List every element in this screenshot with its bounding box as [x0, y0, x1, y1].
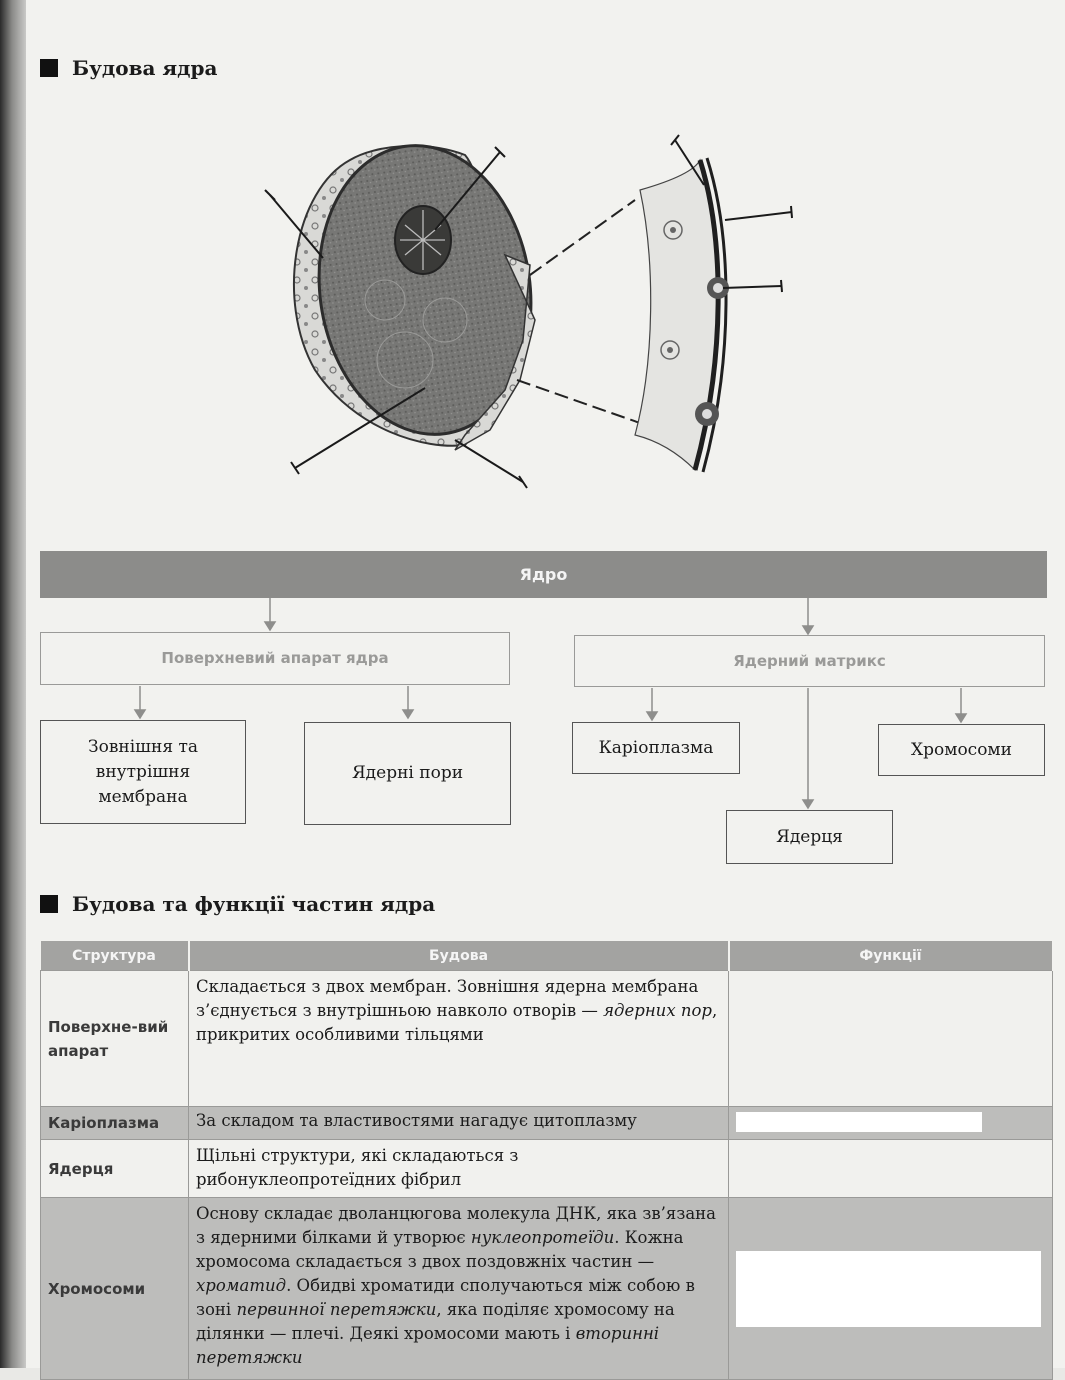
row-functions-blank	[729, 1107, 1053, 1140]
column-header-functions: Функції	[729, 941, 1053, 971]
row-name-nucleoli: Ядерця	[41, 1140, 189, 1198]
table-row	[41, 1198, 1053, 1380]
column-header-structure: Структура	[41, 941, 189, 971]
text-run: , прикритих особливими тільцями	[196, 1001, 718, 1044]
karyoplasm-box: Каріоплазма	[572, 722, 740, 774]
text-run: , яка поділяє хромосому на ділянки — плечі. Деякі хромосоми мають і	[196, 1300, 675, 1343]
row-functions-blank	[729, 1198, 1053, 1380]
nuclear-matrix-box: Ядерний матрикс	[574, 635, 1045, 687]
text-run: Основу складає дволанцюгова молекула ДНК, яка зв’язана з ядерними білками й утворює	[196, 1204, 716, 1247]
section-heading-parts-functions	[40, 892, 435, 916]
text-run: Складається з двох мембран. Зовнішня ядерна мембрана з’єднується з внутрішньою навколо отворів —	[196, 977, 699, 1020]
text-run: Щільні структури, які складаються з рибонуклеопротеїдних фібрил	[196, 1146, 519, 1189]
italic-term: нуклеопротеїди	[470, 1228, 615, 1247]
row-name-surface: Поверхне-вий апарат	[41, 971, 189, 1107]
row-name-chromosomes: Хромосоми	[41, 1198, 189, 1380]
italic-term: вторинні перетяжки	[196, 1324, 660, 1367]
row-structure	[189, 1198, 729, 1380]
blank-answer-space	[736, 1251, 1041, 1327]
text-run: . Кожна хромосома складається з двох поздовжніх частин —	[196, 1228, 684, 1271]
table-row	[41, 1107, 1053, 1140]
text-run: За складом та властивостями нагадує цитоплазму	[196, 1111, 637, 1130]
surface-apparatus-box: Поверхневий апарат ядра	[40, 632, 510, 685]
bullet-square-icon	[40, 895, 58, 913]
row-structure	[189, 1107, 729, 1140]
chromosomes-box: Хромосоми	[878, 724, 1045, 776]
row-functions-blank	[729, 971, 1053, 1107]
italic-term: первинної перетяжки	[236, 1300, 437, 1319]
italic-term: хроматид	[196, 1276, 287, 1295]
column-header-composition: Будова	[189, 941, 729, 971]
row-structure	[189, 1140, 729, 1198]
scheme-root-nucleus: Ядро	[40, 551, 1047, 598]
section-title: Будова та функції частин ядра	[72, 892, 436, 916]
nucleus-parts-table	[40, 941, 1054, 1380]
section-title: Будова ядра	[72, 56, 218, 80]
italic-term: ядерних пор	[603, 1001, 712, 1020]
row-structure	[189, 971, 729, 1107]
membranes-box: Зовнішня та внутрішня мембрана	[40, 720, 246, 824]
table-row	[41, 971, 1053, 1107]
table-row	[41, 1140, 1053, 1198]
table-header-row	[41, 941, 1053, 971]
row-functions-blank	[729, 1140, 1053, 1198]
text-run: . Обидві хроматиди сполучаються між собою в зоні	[196, 1276, 695, 1319]
nucleoli-box: Ядерця	[726, 810, 893, 864]
row-name-karyoplasm: Каріоплазма	[41, 1107, 189, 1140]
blank-answer-space	[736, 1112, 982, 1132]
nuclear-pores-box: Ядерні пори	[304, 722, 511, 825]
